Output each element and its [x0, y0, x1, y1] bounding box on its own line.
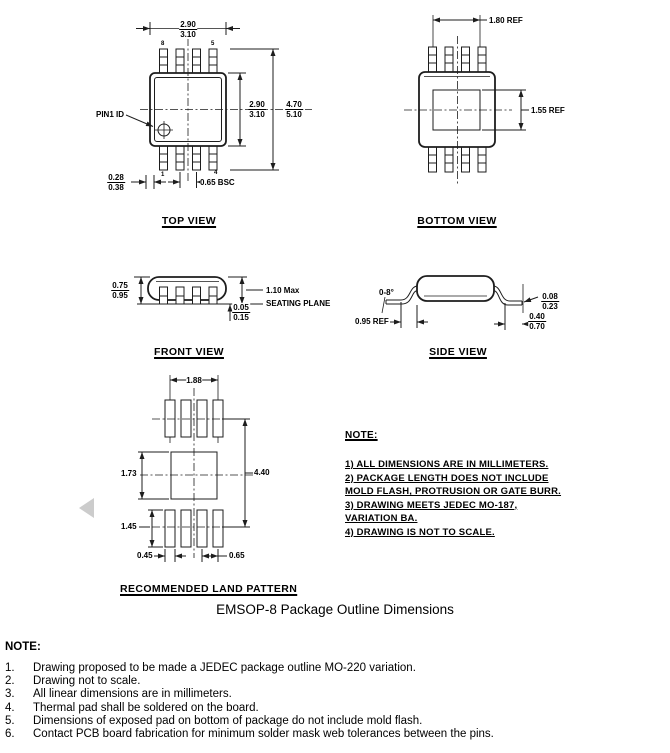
note-number: 5.	[5, 714, 15, 727]
drawing-note-line: 3) DRAWING MEETS JEDEC MO-187,	[345, 499, 518, 511]
drawing-note-line: 1) ALL DIMENSIONS ARE IN MILLIMETERS.	[345, 459, 549, 470]
drawing-note-line: MOLD FLASH, PROTRUSION OR GATE BURR.	[345, 486, 562, 497]
pin1-id-label: PIN1 ID	[96, 110, 125, 119]
top-view-art	[126, 19, 312, 189]
dim-land-pad-width: 0.45	[137, 551, 153, 560]
figure-caption: EMSOP-8 Package Outline Dimensions	[216, 602, 454, 617]
dim-land-overall: 4.40	[254, 468, 270, 477]
note-number: 1.	[5, 662, 15, 674]
note-text: Thermal pad shall be soldered on the board.	[33, 701, 259, 714]
dim-thickness: 0.75 0.95	[112, 281, 128, 300]
dim-foot-length: 0.40 0.70	[529, 312, 545, 331]
page-notes	[5, 641, 665, 741]
drawing-note-line: 2) PACKAGE LENGTH DOES NOT INCLUDE	[345, 472, 549, 484]
bottom-view-title: BOTTOM VIEW	[417, 215, 497, 227]
front-view-title: FRONT VIEW	[154, 346, 224, 358]
dim-pad-height: 1.55 REF	[531, 106, 565, 115]
land-pattern-title: RECOMMENDED LAND PATTERN	[120, 583, 298, 595]
dim-max-height: 1.10 Max	[266, 286, 300, 295]
note-number: 6.	[5, 728, 15, 741]
drawing-note-line: 4) DRAWING IS NOT TO SCALE.	[345, 526, 495, 538]
seating-plane-label: SEATING PLANE	[266, 299, 331, 308]
dim-lead-ref: 0.95 REF	[355, 317, 389, 326]
note-text: Dimensions of exposed pad on bottom of package do not include mold flash.	[33, 714, 423, 727]
drawing-note-box	[345, 430, 573, 539]
dim-land-span: 1.88	[186, 375, 202, 385]
note-item	[5, 702, 665, 715]
pin-number-4: 4	[214, 170, 218, 176]
dim-land-pitch: 0.65	[229, 551, 245, 560]
note-number: 3.	[5, 688, 15, 701]
dim-top-width: 2.90 3.10	[180, 19, 196, 39]
dim-standoff: 0.05 0.15	[233, 303, 249, 322]
side-view-art	[382, 276, 538, 330]
note-item	[5, 688, 665, 701]
note-text: All linear dimensions are in millimeters.	[33, 688, 232, 701]
note-item	[5, 715, 665, 728]
pin-number-8: 8	[161, 41, 165, 47]
note-item	[5, 675, 665, 688]
page-notes-title: NOTE:	[5, 641, 41, 653]
note-text: Drawing not to scale.	[33, 675, 141, 688]
note-number: 2.	[5, 675, 15, 688]
note-item	[5, 728, 665, 741]
side-view-title: SIDE VIEW	[429, 346, 487, 358]
dim-lead-width: 0.28 0.38	[108, 173, 124, 192]
note-text: Drawing proposed to be made a JEDEC package outline MO-220 variation.	[33, 662, 416, 674]
pin-number-5: 5	[211, 41, 215, 47]
dim-land-bottom-pad-height: 1.45	[121, 522, 137, 531]
bottom-view-art	[404, 15, 529, 186]
note-item	[5, 662, 665, 675]
note-number: 4.	[5, 701, 15, 714]
dim-lead-thickness: 0.08 0.23	[542, 292, 558, 311]
watermark-arrow-icon	[79, 498, 94, 518]
dim-land-pad-height: 1.73	[121, 469, 137, 478]
dim-pad-width: 1.80 REF	[489, 16, 523, 25]
dim-body-height: 2.90 3.10	[249, 100, 265, 119]
dim-overall-height: 4.70 5.10	[286, 100, 302, 119]
land-pattern-art	[138, 375, 258, 562]
top-view-title: TOP VIEW	[161, 215, 217, 227]
note-text: Contact PCB board fabrication for minimum solder mask web tolerances between the pins.	[33, 728, 494, 741]
drawing-note-title: NOTE:	[345, 430, 378, 441]
dim-pitch: 0.65 BSC	[200, 178, 235, 187]
pin-number-1: 1	[161, 172, 165, 178]
drawing-note-line: VARIATION BA.	[345, 513, 418, 524]
dim-lead-angle: 0-8°	[379, 288, 394, 297]
